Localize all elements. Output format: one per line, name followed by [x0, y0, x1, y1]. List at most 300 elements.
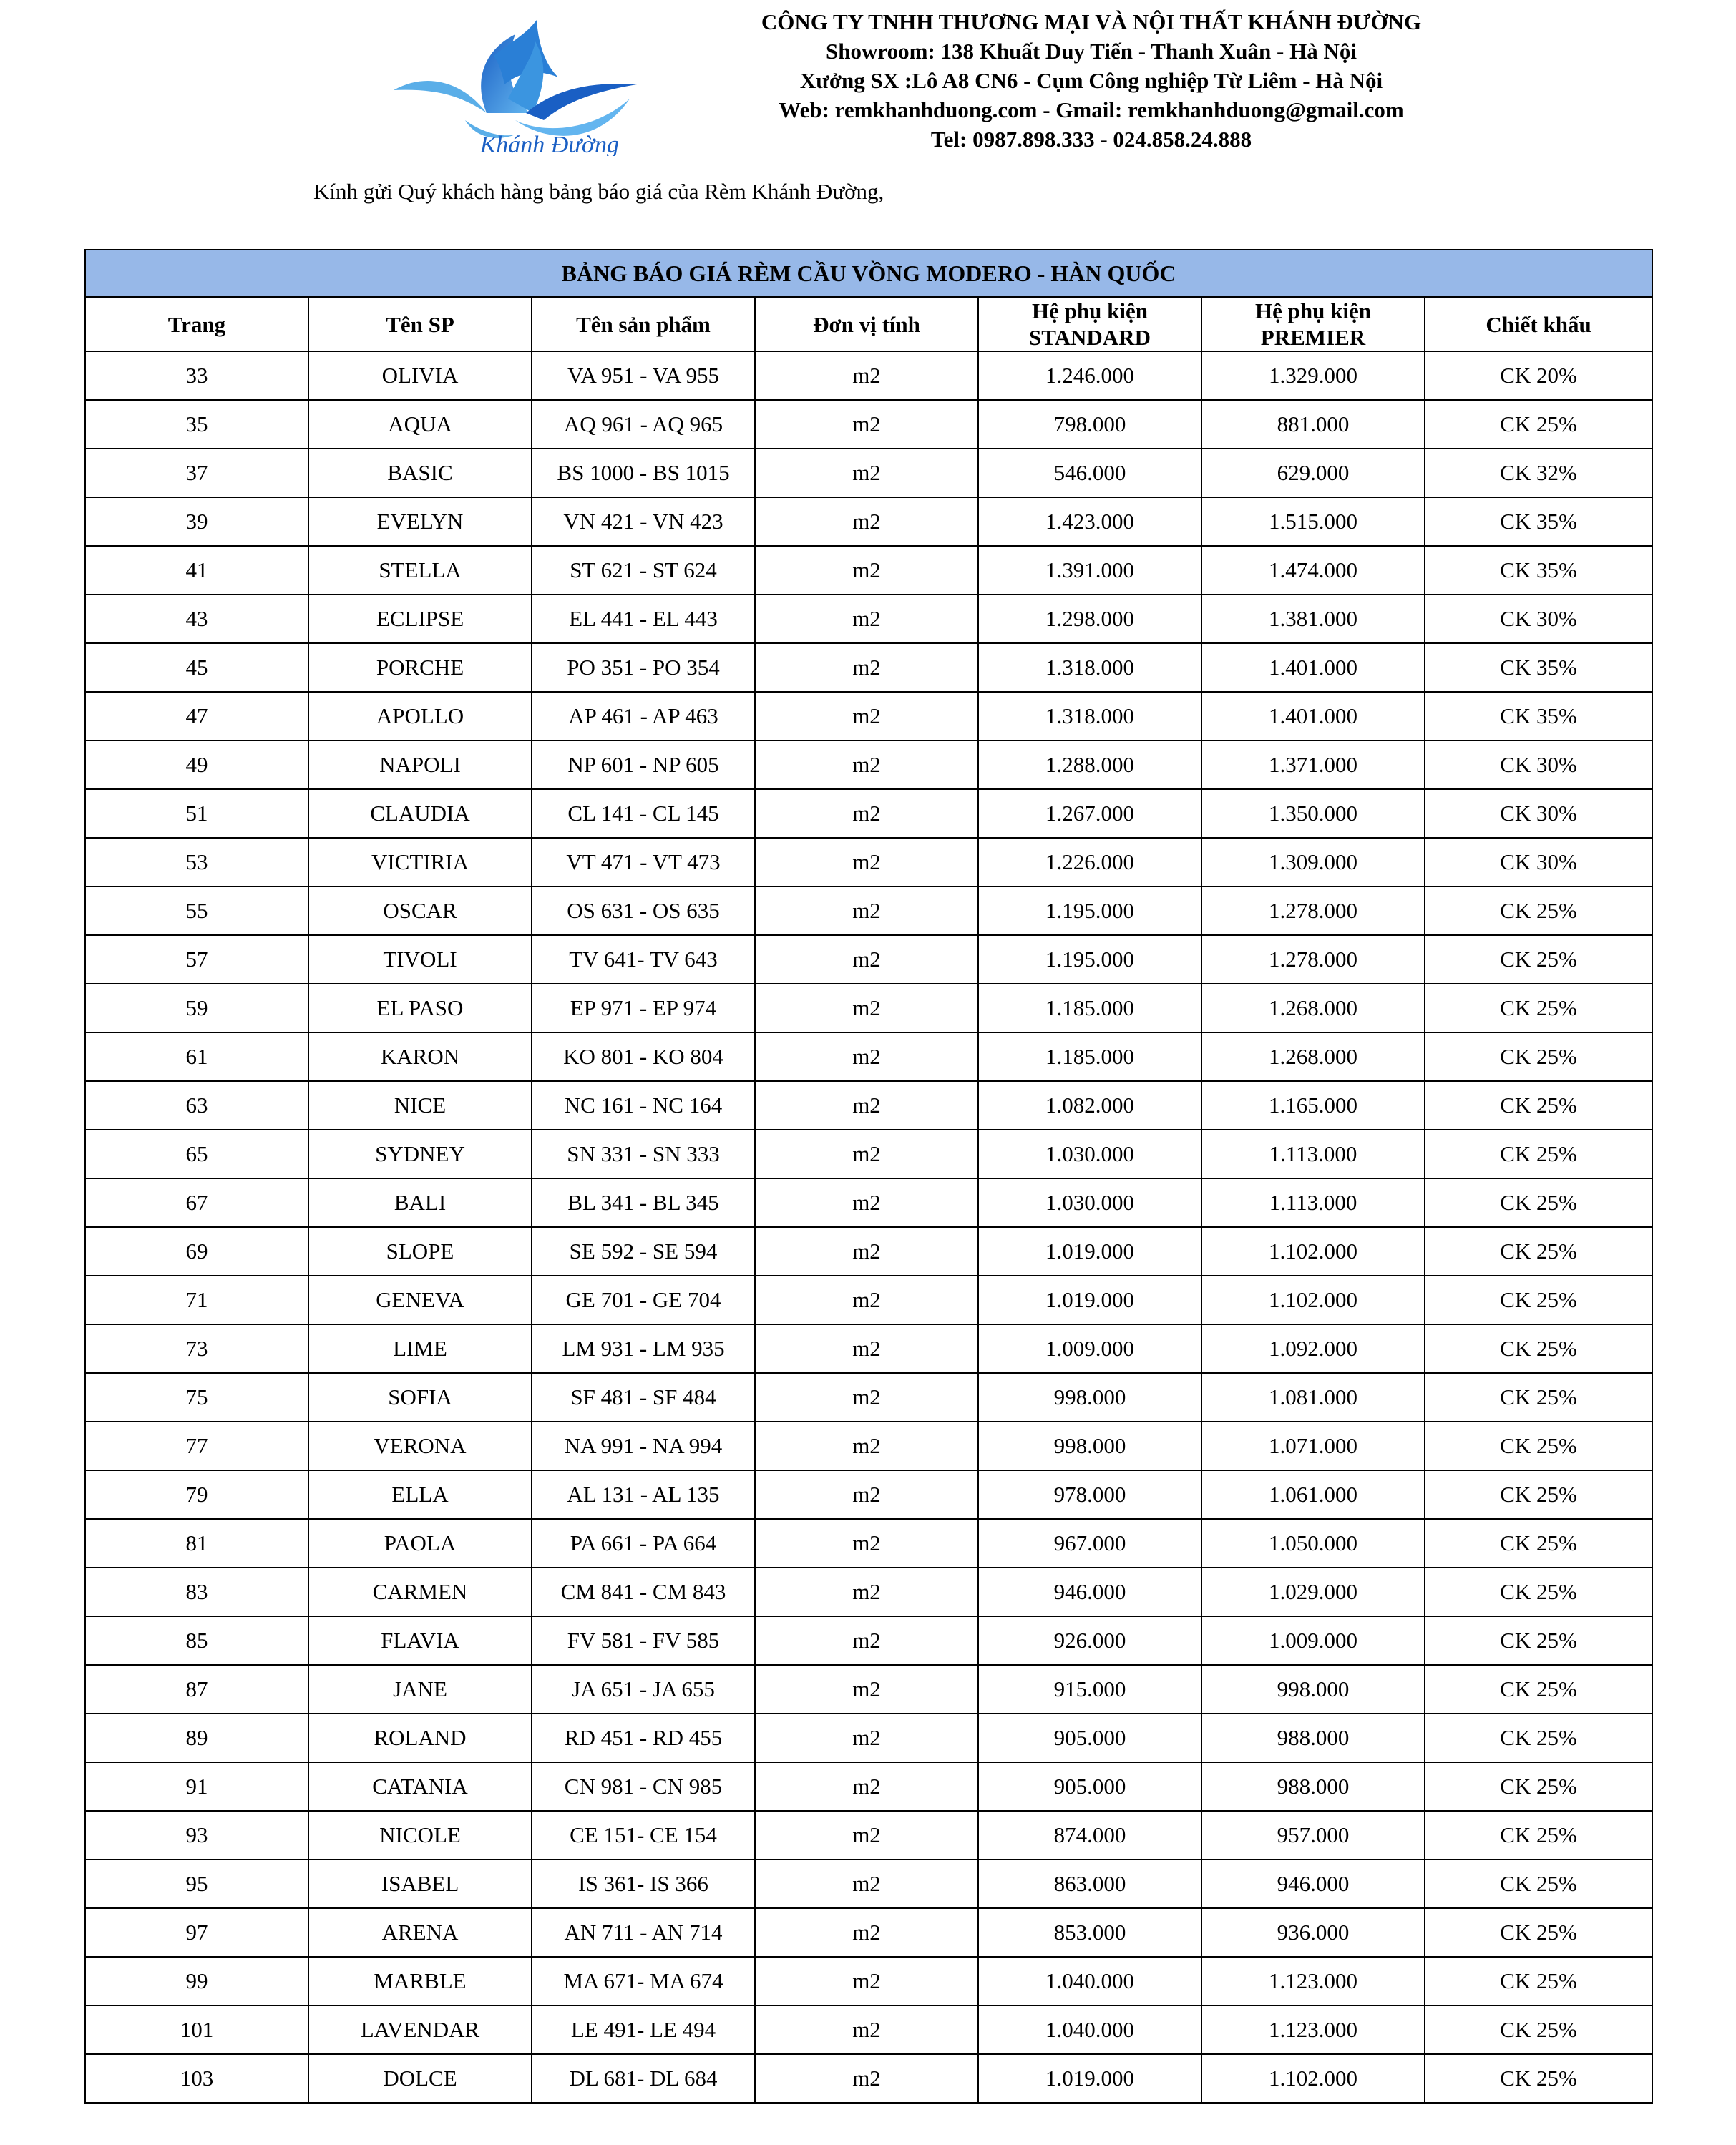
cell-premier-price: 998.000 [1201, 1665, 1425, 1714]
cell-product-name: CL 141 - CL 145 [532, 789, 755, 838]
table-row [85, 1470, 1652, 1519]
cell-discount: CK 25% [1425, 2054, 1652, 2103]
cell-unit: m2 [755, 1665, 978, 1714]
company-web-email: Web: remkhanhduong.com - Gmail: remkhanhduong@gmail.com [779, 97, 1404, 122]
cell-premier-price: 1.278.000 [1201, 886, 1425, 935]
cell-product-code: SOFIA [308, 1373, 532, 1422]
cell-standard-price: 998.000 [978, 1373, 1201, 1422]
table-row [85, 1422, 1652, 1470]
cell-standard-price: 946.000 [978, 1568, 1201, 1616]
table-row [85, 1908, 1652, 1957]
cell-product-name: BS 1000 - BS 1015 [532, 449, 755, 497]
company-phone: Tel: 0987.898.333 - 024.858.24.888 [930, 127, 1252, 152]
cell-premier-price: 1.278.000 [1201, 935, 1425, 984]
table-row [85, 351, 1652, 400]
cell-premier-price: 1.350.000 [1201, 789, 1425, 838]
cell-page: 91 [85, 1762, 308, 1811]
cell-product-code: OSCAR [308, 886, 532, 935]
cell-unit: m2 [755, 1032, 978, 1081]
cell-product-name: LE 491- LE 494 [532, 2005, 755, 2054]
cell-unit: m2 [755, 449, 978, 497]
cell-product-code: EVELYN [308, 497, 532, 546]
cell-product-code: EL PASO [308, 984, 532, 1032]
cell-product-code: VICTIRIA [308, 838, 532, 886]
cell-unit: m2 [755, 741, 978, 789]
header-product-name: Tên sản phẩm [532, 297, 755, 351]
cell-product-code: APOLLO [308, 692, 532, 741]
cell-product-name: AP 461 - AP 463 [532, 692, 755, 741]
cell-product-name: VN 421 - VN 423 [532, 497, 755, 546]
header-unit: Đơn vị tính [755, 297, 978, 351]
cell-unit: m2 [755, 1860, 978, 1908]
cell-product-code: NAPOLI [308, 741, 532, 789]
cell-discount: CK 25% [1425, 1811, 1652, 1860]
cell-premier-price: 1.123.000 [1201, 1957, 1425, 2005]
cell-unit: m2 [755, 1957, 978, 2005]
cell-product-name: NA 991 - NA 994 [532, 1422, 755, 1470]
cell-standard-price: 926.000 [978, 1616, 1201, 1665]
cell-product-name: AL 131 - AL 135 [532, 1470, 755, 1519]
cell-standard-price: 546.000 [978, 449, 1201, 497]
cell-unit: m2 [755, 643, 978, 692]
cell-product-code: STELLA [308, 546, 532, 595]
price-table [84, 249, 1653, 2104]
cell-product-name: DL 681- DL 684 [532, 2054, 755, 2103]
cell-product-code: NICOLE [308, 1811, 532, 1860]
cell-discount: CK 25% [1425, 1178, 1652, 1227]
table-row [85, 497, 1652, 546]
cell-product-code: CARMEN [308, 1568, 532, 1616]
cell-premier-price: 1.165.000 [1201, 1081, 1425, 1130]
table-row [85, 546, 1652, 595]
table-row [85, 838, 1652, 886]
cell-premier-price: 1.081.000 [1201, 1373, 1425, 1422]
cell-product-name: AN 711 - AN 714 [532, 1908, 755, 1957]
cell-unit: m2 [755, 935, 978, 984]
cell-premier-price: 1.009.000 [1201, 1616, 1425, 1665]
cell-unit: m2 [755, 546, 978, 595]
cell-product-name: PO 351 - PO 354 [532, 643, 755, 692]
cell-unit: m2 [755, 838, 978, 886]
cell-unit: m2 [755, 351, 978, 400]
cell-discount: CK 25% [1425, 935, 1652, 984]
cell-product-name: TV 641- TV 643 [532, 935, 755, 984]
header-page: Trang [85, 297, 308, 351]
cell-discount: CK 30% [1425, 838, 1652, 886]
cell-product-name: AQ 961 - AQ 965 [532, 400, 755, 449]
cell-standard-price: 905.000 [978, 1714, 1201, 1762]
cell-premier-price: 988.000 [1201, 1762, 1425, 1811]
header-premier: Hệ phụ kiện PREMIER [1201, 297, 1425, 351]
cell-discount: CK 25% [1425, 2005, 1652, 2054]
cell-discount: CK 25% [1425, 1227, 1652, 1276]
cell-standard-price: 1.246.000 [978, 351, 1201, 400]
cell-discount: CK 30% [1425, 595, 1652, 643]
greeting-text: Kính gửi Quý khách hàng bảng báo giá của Rèm Khánh Đường, [313, 179, 884, 204]
cell-premier-price: 1.113.000 [1201, 1178, 1425, 1227]
cell-premier-price: 1.268.000 [1201, 984, 1425, 1032]
cell-page: 35 [85, 400, 308, 449]
cell-product-code: PORCHE [308, 643, 532, 692]
cell-page: 47 [85, 692, 308, 741]
cell-product-name: SN 331 - SN 333 [532, 1130, 755, 1178]
cell-product-name: EL 441 - EL 443 [532, 595, 755, 643]
cell-page: 61 [85, 1032, 308, 1081]
cell-standard-price: 1.030.000 [978, 1130, 1201, 1178]
cell-product-name: SF 481 - SF 484 [532, 1373, 755, 1422]
cell-standard-price: 1.019.000 [978, 1227, 1201, 1276]
cell-premier-price: 988.000 [1201, 1714, 1425, 1762]
cell-discount: CK 25% [1425, 1081, 1652, 1130]
cell-standard-price: 1.318.000 [978, 643, 1201, 692]
cell-product-code: BALI [308, 1178, 532, 1227]
cell-unit: m2 [755, 1130, 978, 1178]
cell-product-name: JA 651 - JA 655 [532, 1665, 755, 1714]
table-row [85, 1957, 1652, 2005]
cell-premier-price: 1.329.000 [1201, 351, 1425, 400]
cell-standard-price: 978.000 [978, 1470, 1201, 1519]
cell-standard-price: 1.195.000 [978, 886, 1201, 935]
cell-unit: m2 [755, 1178, 978, 1227]
cell-discount: CK 25% [1425, 1616, 1652, 1665]
cell-premier-price: 1.113.000 [1201, 1130, 1425, 1178]
cell-standard-price: 874.000 [978, 1811, 1201, 1860]
cell-page: 49 [85, 741, 308, 789]
table-row [85, 1762, 1652, 1811]
cell-standard-price: 1.391.000 [978, 546, 1201, 595]
cell-unit: m2 [755, 595, 978, 643]
cell-page: 93 [85, 1811, 308, 1860]
cell-product-code: ROLAND [308, 1714, 532, 1762]
logo-text: Khánh Đường [479, 132, 619, 156]
cell-discount: CK 35% [1425, 497, 1652, 546]
cell-discount: CK 25% [1425, 1762, 1652, 1811]
cell-standard-price: 1.226.000 [978, 838, 1201, 886]
cell-product-code: ELLA [308, 1470, 532, 1519]
cell-discount: CK 25% [1425, 1519, 1652, 1568]
cell-page: 67 [85, 1178, 308, 1227]
table-row [85, 1032, 1652, 1081]
cell-product-code: MARBLE [308, 1957, 532, 2005]
cell-product-name: ST 621 - ST 624 [532, 546, 755, 595]
table-row [85, 1519, 1652, 1568]
company-logo [379, 13, 665, 156]
cell-product-name: LM 931 - LM 935 [532, 1324, 755, 1373]
cell-standard-price: 1.019.000 [978, 2054, 1201, 2103]
table-row [85, 1081, 1652, 1130]
cell-unit: m2 [755, 1762, 978, 1811]
cell-discount: CK 25% [1425, 1032, 1652, 1081]
cell-discount: CK 25% [1425, 1714, 1652, 1762]
table-row [85, 2005, 1652, 2054]
cell-product-name: OS 631 - OS 635 [532, 886, 755, 935]
cell-standard-price: 1.030.000 [978, 1178, 1201, 1227]
cell-page: 37 [85, 449, 308, 497]
cell-page: 33 [85, 351, 308, 400]
cell-page: 39 [85, 497, 308, 546]
cell-product-code: SYDNEY [308, 1130, 532, 1178]
cell-premier-price: 1.515.000 [1201, 497, 1425, 546]
cell-unit: m2 [755, 1276, 978, 1324]
cell-product-name: VA 951 - VA 955 [532, 351, 755, 400]
cell-product-name: GE 701 - GE 704 [532, 1276, 755, 1324]
cell-product-name: RD 451 - RD 455 [532, 1714, 755, 1762]
cell-product-code: NICE [308, 1081, 532, 1130]
cell-product-code: LIME [308, 1324, 532, 1373]
cell-standard-price: 1.423.000 [978, 497, 1201, 546]
table-row [85, 1276, 1652, 1324]
cell-product-name: MA 671- MA 674 [532, 1957, 755, 2005]
cell-unit: m2 [755, 1324, 978, 1373]
cell-page: 57 [85, 935, 308, 984]
cell-standard-price: 1.288.000 [978, 741, 1201, 789]
cell-premier-price: 1.029.000 [1201, 1568, 1425, 1616]
cell-premier-price: 881.000 [1201, 400, 1425, 449]
cell-premier-price: 1.102.000 [1201, 1276, 1425, 1324]
cell-product-code: BASIC [308, 449, 532, 497]
cell-standard-price: 798.000 [978, 400, 1201, 449]
cell-product-name: SE 592 - SE 594 [532, 1227, 755, 1276]
cell-unit: m2 [755, 1568, 978, 1616]
cell-unit: m2 [755, 1470, 978, 1519]
cell-discount: CK 25% [1425, 1422, 1652, 1470]
cell-unit: m2 [755, 1616, 978, 1665]
lotus-logo-icon [379, 13, 665, 156]
cell-page: 45 [85, 643, 308, 692]
cell-product-code: GENEVA [308, 1276, 532, 1324]
cell-discount: CK 25% [1425, 1860, 1652, 1908]
table-row [85, 1811, 1652, 1860]
table-row [85, 1860, 1652, 1908]
cell-product-name: NC 161 - NC 164 [532, 1081, 755, 1130]
cell-standard-price: 853.000 [978, 1908, 1201, 1957]
cell-premier-price: 1.401.000 [1201, 643, 1425, 692]
cell-page: 83 [85, 1568, 308, 1616]
cell-standard-price: 1.267.000 [978, 789, 1201, 838]
cell-product-code: DOLCE [308, 2054, 532, 2103]
cell-unit: m2 [755, 984, 978, 1032]
table-row [85, 1616, 1652, 1665]
table-row [85, 1568, 1652, 1616]
cell-product-code: LAVENDAR [308, 2005, 532, 2054]
cell-standard-price: 1.185.000 [978, 984, 1201, 1032]
cell-page: 59 [85, 984, 308, 1032]
cell-premier-price: 1.474.000 [1201, 546, 1425, 595]
table-row [85, 692, 1652, 741]
cell-product-name: IS 361- IS 366 [532, 1860, 755, 1908]
cell-page: 89 [85, 1714, 308, 1762]
cell-unit: m2 [755, 1908, 978, 1957]
cell-unit: m2 [755, 1081, 978, 1130]
cell-premier-price: 1.123.000 [1201, 2005, 1425, 2054]
cell-discount: CK 20% [1425, 351, 1652, 400]
cell-product-name: CE 151- CE 154 [532, 1811, 755, 1860]
cell-unit: m2 [755, 1714, 978, 1762]
cell-premier-price: 1.061.000 [1201, 1470, 1425, 1519]
cell-page: 51 [85, 789, 308, 838]
cell-unit: m2 [755, 692, 978, 741]
cell-discount: CK 30% [1425, 789, 1652, 838]
cell-premier-price: 957.000 [1201, 1811, 1425, 1860]
cell-standard-price: 1.195.000 [978, 935, 1201, 984]
cell-unit: m2 [755, 789, 978, 838]
cell-unit: m2 [755, 497, 978, 546]
cell-standard-price: 1.185.000 [978, 1032, 1201, 1081]
cell-page: 97 [85, 1908, 308, 1957]
cell-page: 95 [85, 1860, 308, 1908]
cell-premier-price: 1.102.000 [1201, 2054, 1425, 2103]
header-product-code: Tên SP [308, 297, 532, 351]
cell-unit: m2 [755, 2005, 978, 2054]
cell-product-name: CN 981 - CN 985 [532, 1762, 755, 1811]
cell-unit: m2 [755, 1519, 978, 1568]
cell-unit: m2 [755, 1422, 978, 1470]
cell-page: 75 [85, 1373, 308, 1422]
table-row [85, 1324, 1652, 1373]
cell-discount: CK 25% [1425, 886, 1652, 935]
cell-premier-price: 1.268.000 [1201, 1032, 1425, 1081]
table-header-row [85, 297, 1652, 351]
cell-premier-price: 1.381.000 [1201, 595, 1425, 643]
cell-product-code: ISABEL [308, 1860, 532, 1908]
cell-discount: CK 25% [1425, 400, 1652, 449]
cell-product-name: EP 971 - EP 974 [532, 984, 755, 1032]
cell-page: 53 [85, 838, 308, 886]
cell-premier-price: 1.050.000 [1201, 1519, 1425, 1568]
cell-page: 63 [85, 1081, 308, 1130]
cell-product-name: CM 841 - CM 843 [532, 1568, 755, 1616]
table-row [85, 2054, 1652, 2103]
company-name: CÔNG TY TNHH THƯƠNG MẠI VÀ NỘI THẤT KHÁNH ĐƯỜNG [761, 9, 1422, 34]
cell-discount: CK 25% [1425, 1908, 1652, 1957]
cell-premier-price: 1.102.000 [1201, 1227, 1425, 1276]
cell-product-code: AQUA [308, 400, 532, 449]
cell-discount: CK 25% [1425, 1957, 1652, 2005]
cell-page: 41 [85, 546, 308, 595]
cell-page: 43 [85, 595, 308, 643]
company-showroom: Showroom: 138 Khuất Duy Tiến - Thanh Xuân - Hà Nội [826, 39, 1357, 64]
table-row [85, 1373, 1652, 1422]
cell-discount: CK 25% [1425, 1373, 1652, 1422]
cell-standard-price: 967.000 [978, 1519, 1201, 1568]
table-body [85, 351, 1652, 2103]
table-row [85, 400, 1652, 449]
table-row [85, 1227, 1652, 1276]
table-row [85, 1130, 1652, 1178]
cell-unit: m2 [755, 1227, 978, 1276]
cell-discount: CK 30% [1425, 741, 1652, 789]
cell-premier-price: 936.000 [1201, 1908, 1425, 1957]
header-standard: Hệ phụ kiện STANDARD [978, 297, 1201, 351]
cell-product-name: NP 601 - NP 605 [532, 741, 755, 789]
cell-standard-price: 905.000 [978, 1762, 1201, 1811]
cell-page: 55 [85, 886, 308, 935]
cell-standard-price: 1.082.000 [978, 1081, 1201, 1130]
cell-product-code: KARON [308, 1032, 532, 1081]
cell-page: 65 [85, 1130, 308, 1178]
header-discount: Chiết khấu [1425, 297, 1652, 351]
table-row [85, 449, 1652, 497]
cell-unit: m2 [755, 400, 978, 449]
cell-page: 79 [85, 1470, 308, 1519]
cell-premier-price: 1.371.000 [1201, 741, 1425, 789]
table-row [85, 984, 1652, 1032]
cell-product-code: PAOLA [308, 1519, 532, 1568]
cell-product-name: FV 581 - FV 585 [532, 1616, 755, 1665]
cell-product-code: OLIVIA [308, 351, 532, 400]
cell-discount: CK 35% [1425, 546, 1652, 595]
cell-standard-price: 1.019.000 [978, 1276, 1201, 1324]
cell-discount: CK 35% [1425, 643, 1652, 692]
cell-product-code: ECLIPSE [308, 595, 532, 643]
cell-page: 87 [85, 1665, 308, 1714]
cell-premier-price: 1.092.000 [1201, 1324, 1425, 1373]
cell-premier-price: 1.071.000 [1201, 1422, 1425, 1470]
cell-page: 85 [85, 1616, 308, 1665]
cell-standard-price: 915.000 [978, 1665, 1201, 1714]
cell-product-name: BL 341 - BL 345 [532, 1178, 755, 1227]
cell-discount: CK 32% [1425, 449, 1652, 497]
cell-standard-price: 1.040.000 [978, 2005, 1201, 2054]
cell-standard-price: 1.040.000 [978, 1957, 1201, 2005]
table-row [85, 741, 1652, 789]
table-row [85, 595, 1652, 643]
table-row [85, 1178, 1652, 1227]
cell-product-code: ARENA [308, 1908, 532, 1957]
cell-page: 81 [85, 1519, 308, 1568]
cell-unit: m2 [755, 1811, 978, 1860]
cell-discount: CK 25% [1425, 1130, 1652, 1178]
cell-unit: m2 [755, 886, 978, 935]
cell-page: 101 [85, 2005, 308, 2054]
cell-product-name: PA 661 - PA 664 [532, 1519, 755, 1568]
cell-page: 73 [85, 1324, 308, 1373]
cell-product-code: TIVOLI [308, 935, 532, 984]
table-row [85, 1714, 1652, 1762]
cell-page: 103 [85, 2054, 308, 2103]
cell-premier-price: 1.401.000 [1201, 692, 1425, 741]
cell-page: 69 [85, 1227, 308, 1276]
cell-product-code: VERONA [308, 1422, 532, 1470]
cell-discount: CK 25% [1425, 1276, 1652, 1324]
cell-product-code: SLOPE [308, 1227, 532, 1276]
cell-premier-price: 629.000 [1201, 449, 1425, 497]
cell-product-code: JANE [308, 1665, 532, 1714]
cell-discount: CK 25% [1425, 1665, 1652, 1714]
cell-product-name: VT 471 - VT 473 [532, 838, 755, 886]
cell-standard-price: 1.318.000 [978, 692, 1201, 741]
cell-page: 99 [85, 1957, 308, 2005]
cell-unit: m2 [755, 1373, 978, 1422]
cell-discount: CK 25% [1425, 1470, 1652, 1519]
table-row [85, 643, 1652, 692]
cell-product-code: CATANIA [308, 1762, 532, 1811]
table-row [85, 1665, 1652, 1714]
table-title: BẢNG BÁO GIÁ RÈM CẦU VỒNG MODERO - HÀN QUỐC [85, 250, 1652, 297]
cell-discount: CK 35% [1425, 692, 1652, 741]
cell-unit: m2 [755, 2054, 978, 2103]
cell-discount: CK 25% [1425, 1568, 1652, 1616]
cell-discount: CK 25% [1425, 1324, 1652, 1373]
cell-page: 71 [85, 1276, 308, 1324]
company-info [687, 7, 1496, 154]
cell-premier-price: 946.000 [1201, 1860, 1425, 1908]
table-row [85, 886, 1652, 935]
cell-product-code: FLAVIA [308, 1616, 532, 1665]
table-row [85, 935, 1652, 984]
cell-premier-price: 1.309.000 [1201, 838, 1425, 886]
cell-standard-price: 863.000 [978, 1860, 1201, 1908]
